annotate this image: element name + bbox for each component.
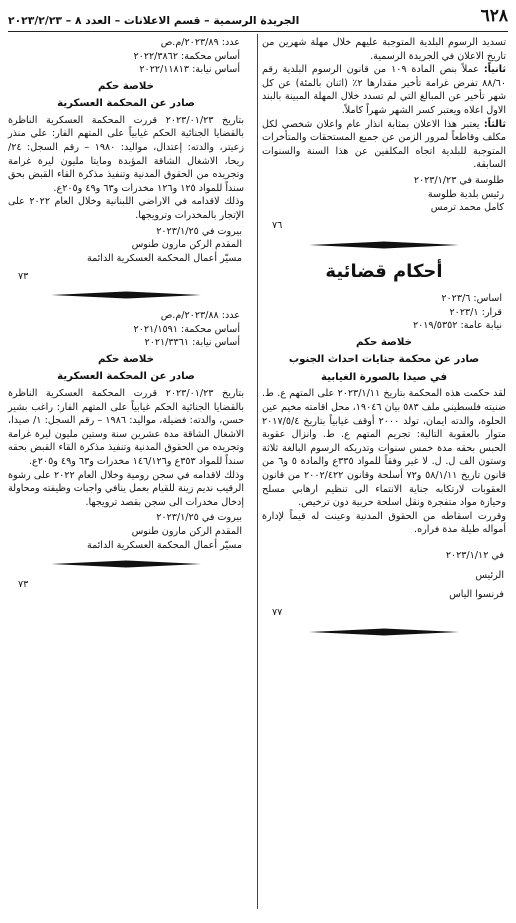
court-name: صادر عن المحكمة العسكرية	[57, 98, 195, 110]
court-location: في صيدا بالصورة الغيابية	[321, 371, 447, 383]
prosecution-base: أساس نيابة: ٢٠٢١/٣٣٦١	[144, 337, 240, 349]
clause-second-label: ثانياً:	[483, 64, 506, 76]
clause-second	[262, 63, 506, 117]
case-prosecution: نيابة عامة: ٢٠١٩/٥٣٥٢	[412, 320, 502, 332]
signer-title: المقدم الركن مارون طنوس	[131, 526, 242, 537]
court-name: صادر عن المحكمة العسكرية	[57, 371, 195, 383]
summary-title: خلاصة حكم	[98, 353, 154, 365]
case-meta-1	[8, 36, 244, 77]
signature-block	[262, 174, 506, 215]
separator-ornament	[262, 241, 506, 249]
clause-third	[262, 118, 506, 172]
case-number: عدد: ٢٠٢٣/٨٩/م.ص	[160, 37, 240, 48]
verdict-date: في ٢٠٢٣/١/١٢	[445, 550, 504, 562]
left-column	[8, 36, 244, 592]
judgment-text: بتاريخ ٢٠٢٣/٠١/٢٣ قررت المحكمة العسكرية الناظرة بالقضايا الجنائية الحكم غيابياً على المتهم الفار: راغب بشير حسن، والدته: فضيلة، مواليد: ١٩٨٦ – رقم السجل: ١/ صيدا، الاشغال الشاقة مدة عشرين سنة وستين مليون ليرة غرامة وتجريده من الحقوق المدنية وتنفيذ مذكرة القاء القبض بحقه سنداً للمواد ٣٥٣ع و١٤٦/١٢٦ مخدرات و٦٣ و٤٩ و٢٠٥ع.	[8, 387, 244, 467]
place-date: بيروت في ٢٠٢٣/١/٢٥	[156, 512, 242, 524]
signature-block-3	[8, 225, 244, 266]
intro-paragraph: تسديد الرسوم البلدية المتوجبة عليهم خلال مهلة شهرين من تاريخ الاعلان في الجريدة الرسمية.	[262, 37, 506, 62]
judgment-text-2: وذلك لاقدامه في سجن رومية وخلال العام ٢٠٢٢ على رشوة الرقيب نديم زينة للقيام بعمل ينافي واجبات وظيفته ومحاولة إدخال مخدرات الى سجن بقصد ترويجها.	[8, 469, 245, 508]
clause-third-text: يعتبر هذا الاعلان بمثابة انذار عام واعلان شخصي لكل مكلف وقاطعاً لمرور الزمن عن جميع المستحقات والمتأخرات المتوجبة للبلدية اتجاه المكلفين عن هذا السنة والسنوات السابقة.	[262, 118, 506, 171]
notice-number: ٧٦	[272, 219, 283, 231]
section-title: أحكام قضائية	[325, 260, 443, 282]
right-column	[262, 36, 506, 646]
page-number: ٦٢٨	[480, 5, 508, 26]
signature-block-2	[262, 549, 506, 602]
judgment-text: بتاريخ ٢٠٢٣/٠١/٢٣ قررت المحكمة العسكرية الناظرة بالقضايا الجنائية الحكم غيابياً على المتهم الفار: علي منذر زعيتر، والدته: إعتدال، مواليد: ١٩٨٠ – رقم السجل: ٢٤/ ريحا، الاشغال الشاقة المؤبدة ومايتا مليون ليرة غرامة وتجريده من الحقوق المدنية وتنفيذ مذكرة القاء القبض بحق سنداً للمواد ١٢٥ و١٢٦ مخدرات و٦٣ و٤٩ و٢٠٥ع.	[8, 114, 244, 194]
column-divider	[257, 34, 258, 909]
verdict-text-2: وقررت اسقاطه من الحقوق المدنية وعينت له قيماً لإدارة أمواله طيلة مدة فراره.	[262, 510, 506, 536]
gazette-header-text: الجريدة الرسمية – قسم الاعلانات – العدد ٨ – ٢٠٢٣/٢/٢٣	[8, 13, 300, 27]
signer-name: كامل محمد ترمس	[430, 202, 504, 214]
notice-number-3: ٧٣	[18, 270, 29, 282]
signer-title: رئيس بلدية طلوسة	[427, 188, 504, 200]
signer-role: مسيّر أعمال المحكمة العسكرية الدائمة	[86, 539, 242, 551]
separator-ornament-4	[8, 560, 244, 568]
notice-number-4: ٧٣	[18, 579, 29, 591]
case-meta-2	[8, 309, 244, 350]
court-name: صادر عن محكمة جنايات احداث الجنوب	[288, 354, 480, 366]
prosecution-base: أساس نيابة: ٢٠٢٢/١١٨١٣	[139, 64, 240, 76]
court-base: أساس محكمة: ٢٠٢١/١٥٩١	[133, 323, 240, 335]
case-meta	[262, 292, 506, 333]
separator-ornament-3	[8, 291, 244, 299]
court-base: أساس محكمة: ٢٠٢٢/٣٨٦٢	[133, 50, 240, 62]
separator-ornament-2	[262, 628, 506, 636]
clause-third-label: ثالثاً:	[483, 118, 506, 130]
signer-title-2: الرئيس	[475, 569, 504, 581]
case-number: عدد: ٢٠٢٣/٨٨/م.ص	[160, 310, 240, 322]
signer-name-2: فرنسوا الياس	[449, 589, 504, 601]
case-base: اساس: ٢٠٢٣/٦	[441, 293, 502, 305]
clause-second-text: عملاً بنص المادة ١٠٩ من قانون الرسوم البلدية رقم ٨٨/٦٠ تفرض غرامة تأخير مقدارها ٢٪ (اثنان بالمئة) عن كل شهر تأخير عن المبالغ التي لم تسدد خلال المهلة المبينة بالبند الاول اعلاه ويعتبر كسر الشهر شهراً كاملاً.	[262, 64, 507, 117]
place-date: طلوسة في ٢٠٢٣/١/٢٣	[413, 175, 504, 187]
signer-title: المقدم الركن مارون طنوس	[131, 239, 242, 251]
page-header	[8, 4, 508, 32]
summary-title: خلاصة حكم	[356, 336, 412, 348]
place-date: بيروت في ٢٠٢٣/١/٢٥	[156, 225, 242, 237]
signer-role: مسيّر أعمال المحكمة العسكرية الدائمة	[86, 252, 242, 264]
notice-number-2: ٧٧	[272, 606, 283, 618]
judgment-text-2: وذلك لاقدامه في الاراضي اللبنانية وخلال العام ٢٠٢٢ على الإتجار بالمخدرات وترويجها.	[8, 196, 244, 222]
verdict-text: لقد حكمت هذه المحكمة بتاريخ ٢٠٢٣/١/١١ على المتهم ع. ط. ضنيته فلسطيني ملف ٥٨٣ بيان ١٩٠٤٦، محل اقامته مخيم عين الحلوة، والدته ايمان، تولد ٢٠٠٠ أوقف غيابياً بتاريخ ٢٠١٧/٥/٤ متوار بالعقوبة التالية: تجريم المتهم ع. ط. وانزال عقوبة الحبس بحقه مدة خمس سنوات وتدريكه الرسوم البالغة ثلاثة وستون الف ل. ل. لا غير وفقاً للمواد ٣٣٥ع والمادة ٥ و٦ من قانون تاريخ ٥٨/١/١١ و٧٢ أسلحة وقانون ٢٠٠٢/٤٢٢ من قانون العقوبات لارتكابه جناية الانتماء الى تنظيم ارهابي مسلح وحيازة مواد متفجرة ونقل اسلحة حربية دون ترخيص.	[261, 388, 506, 509]
summary-title: خلاصة حكم	[98, 80, 154, 92]
case-decision: قرار: ٢٠٢٣/١	[449, 306, 502, 318]
signature-block-4	[8, 511, 244, 552]
